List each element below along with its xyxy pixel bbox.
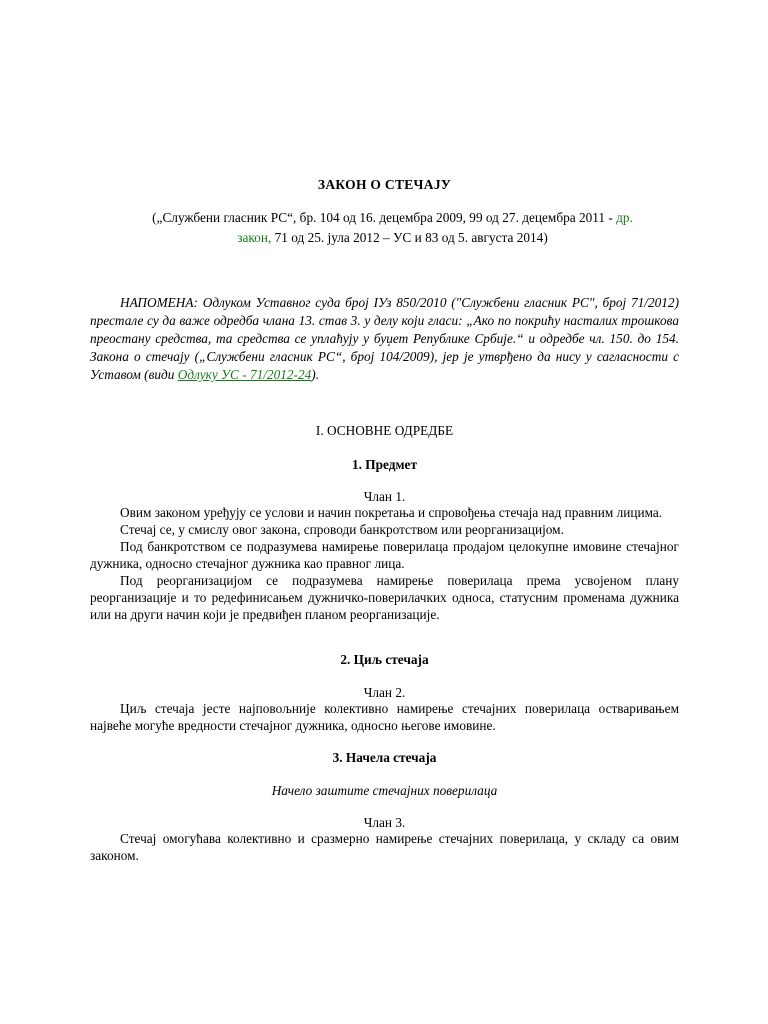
article-3-label: Члан 3. [363, 815, 406, 830]
section-heading-principles: 3. Начела стечаја [332, 750, 437, 765]
note-text: НАПОМЕНА: Одлуком Уставног суда број ІУз 850/2010 ("Службени гласник РС", број 71/2012) престале су да важе одредба члана 13. став 3. у делу који гласи: „Ако по покрићу насталих трошкова преостану средства, та средства се уплаћују у буџет Републике Србије.“ и одредбе чл. 150. до 154. Закона о стечају („Службени гласник РС“, број 104/2009), јер је утврђено да нису у сагласности с Уставом (види [90, 295, 679, 382]
article-3-body [90, 830, 679, 864]
note-end: ). [311, 366, 320, 382]
article-1-paragraph: Овим законом уређују се услови и начин покретања и спровођења стечаја над правним лицима. [120, 505, 663, 520]
part-heading: I. ОСНОВНЕ ОДРЕДБЕ [315, 423, 454, 438]
article-1-paragraph: Стечај се, у смислу овог закона, спроводи банкротством или реорганизацијом. [120, 522, 564, 537]
gazette-text-1: („Службени гласник РС“, бр. 104 од 16. децембра 2009, 99 од 27. децембра 2011 - [152, 210, 617, 225]
document-page [90, 0, 679, 1024]
gazette-link-dr[interactable]: др. [616, 210, 633, 225]
note-decision-link[interactable]: Одлуку УС - 71/2012-24 [177, 366, 312, 382]
article-2-label: Члан 2. [363, 685, 406, 700]
article-1-paragraph: Под реорганизацијом се подразумева намирење поверилаца према усвојеном плану реорганизације и то редефинисањем дужничко-поверилачких односа, статусним променама дужника или на други начин који је предвиђен планом реорганизације. [90, 573, 679, 622]
article-2-body [90, 700, 679, 734]
gazette-link-zakon[interactable]: закон, [237, 230, 272, 245]
note-paragraph [90, 294, 679, 384]
section-heading-goal: 2. Циљ стечаја [340, 652, 429, 667]
gazette-reference [110, 208, 675, 248]
article-1-body [90, 504, 679, 623]
principle-subheading: Начело заштите стечајних поверилаца [271, 783, 498, 798]
article-3-paragraph: Стечај омогућава колективно и сразмерно намирење стечајних поверилаца, у складу са овим законом. [90, 831, 679, 863]
article-1-paragraph: Под банкротством се подразумева намирење поверилаца продајом целокупне имовине стечајног дужника, односно стечајног дужника као правног лица. [90, 539, 679, 571]
gazette-text-2: 71 од 25. јула 2012 – УС и 83 од 5. августа 2014) [271, 230, 548, 245]
section-heading-subject: 1. Предмет [352, 457, 417, 472]
article-1-label: Члан 1. [363, 489, 406, 504]
article-2-paragraph: Циљ стечаја јесте најповољније колективно намирење стечајних поверилаца остваривањем највеће могуће вредности стечајног дужника, односно његове имовине. [90, 701, 679, 733]
law-title: ЗАКОН О СТЕЧАЈУ [317, 177, 452, 192]
